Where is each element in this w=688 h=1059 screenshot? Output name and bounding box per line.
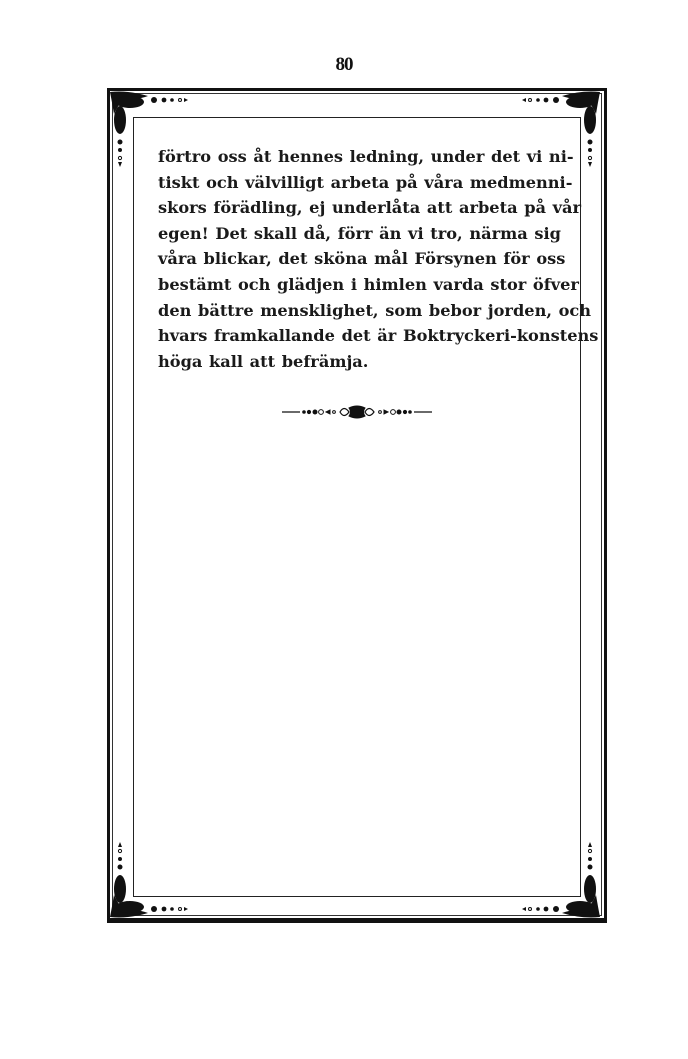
- ornamental-divider-icon: [282, 404, 432, 420]
- text-line-last: höga kall att befrämja.: [158, 351, 369, 371]
- text-line: bestämt och glädjen i himlen varda stor öfver: [158, 274, 579, 294]
- text-line: den bättre mensklighet, som bebor jorden, och: [158, 300, 592, 320]
- text-line: egen! Det skall då, förr än vi tro, närma sig: [158, 223, 561, 243]
- text-line: hvars framkallande det är Boktryckeri-konstens: [158, 326, 599, 346]
- text-line: tiskt och välvilligt arbeta på våra medmenni-: [158, 172, 573, 192]
- page-number: 80: [335, 54, 353, 75]
- text-line: skors förädling, ej underlåta att arbeta på vår: [158, 198, 582, 218]
- ornament-corner-bottom-left-icon: [108, 834, 198, 919]
- ornament-corner-bottom-right-icon: [510, 834, 602, 919]
- text-line: våra blickar, det sköna mål Försynen för oss: [158, 249, 566, 269]
- body-text: [158, 144, 599, 374]
- text-line: förtro oss åt hennes ledning, under det vi ni-: [158, 147, 574, 166]
